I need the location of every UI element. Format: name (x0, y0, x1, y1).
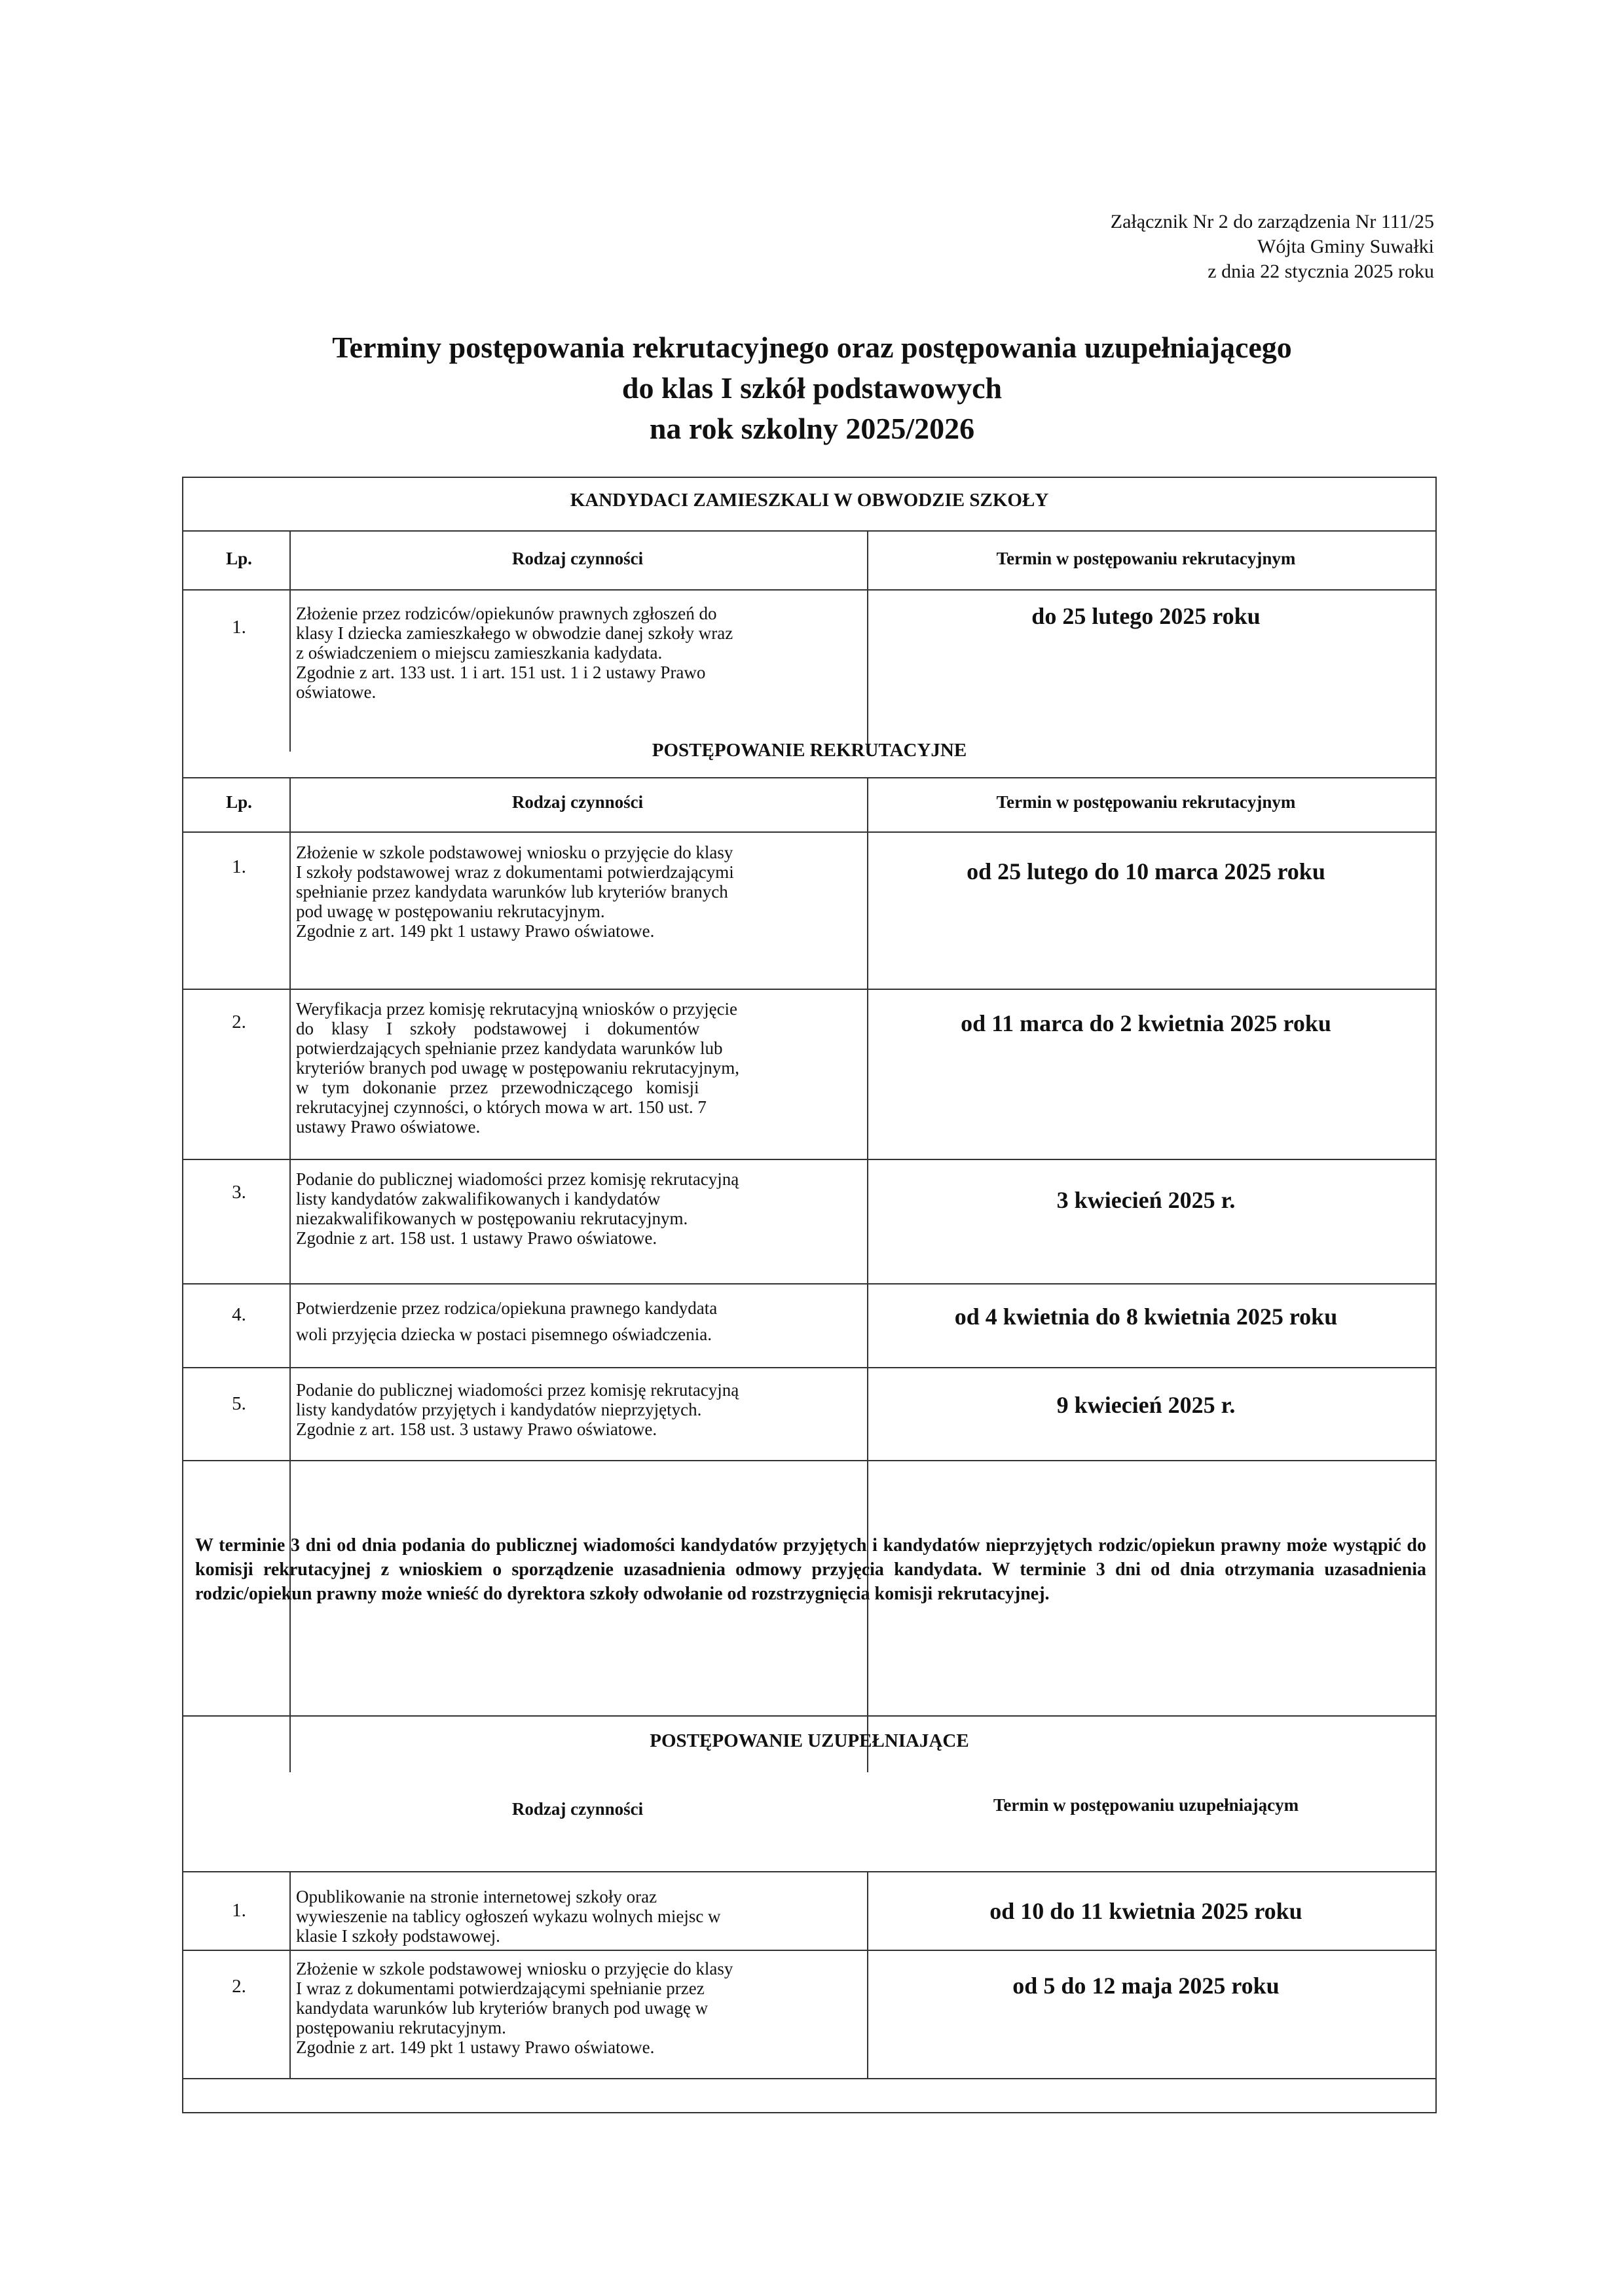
section2-col-action: Rodzaj czynności (511, 792, 644, 812)
description-line: potwierdzających spełnianie przez kandydata warunków lub (296, 1038, 723, 1058)
section1-col-term: Termin w postępowaniu rekrutacyjnym (996, 549, 1296, 568)
description-line: do klasy I szkoły podstawowej i dokumentów (296, 1019, 700, 1038)
divider (289, 530, 291, 752)
description-line: oświatowe. (296, 682, 377, 702)
description-line: z oświadczeniem o miejscu zamieszkania kadydata. (296, 643, 663, 663)
divider (183, 2078, 1435, 2079)
title-line-2: do klas I szkół podstawowych (621, 371, 1003, 405)
row-description (296, 999, 859, 1137)
divider (183, 1283, 1435, 1285)
description-line: listy kandydatów zakwalifikowanych i kandydatów (296, 1189, 661, 1209)
description-line: Potwierdzenie przez rodzica/opiekuna prawnego kandydata (296, 1298, 718, 1318)
divider (183, 1159, 1435, 1160)
description-line: Zgodnie z art. 133 ust. 1 i art. 151 ust. 1 i 2 ustawy Prawo (296, 663, 706, 682)
attachment-line-3: z dnia 22 stycznia 2025 roku (1208, 261, 1434, 282)
description-line: Weryfikacja przez komisję rekrutacyjną wniosków o przyjęcie (296, 999, 738, 1019)
description-line: kandydata warunków lub kryteriów branych pod uwagę w (296, 1998, 709, 2018)
description-line: Zgodnie z art. 149 pkt 1 ustawy Prawo oświatowe. (296, 2037, 655, 2057)
row-number: 3. (232, 1182, 246, 1203)
divider (183, 1715, 1435, 1717)
description-line: klasie I szkoły podstawowej. (296, 1926, 500, 1946)
row-term: od 5 do 12 maja 2025 roku (1012, 1973, 1280, 1999)
description-line: I szkoły podstawowej wraz z dokumentami potwierdzającymi (296, 862, 734, 882)
attachment-line-1: Załącznik Nr 2 do zarządzenia Nr 111/25 (1110, 211, 1434, 232)
divider (867, 777, 868, 1772)
description-line: Złożenie przez rodziców/opiekunów prawnych zgłoszeń do (296, 604, 717, 623)
description-line: Zgodnie z art. 158 ust. 3 ustawy Prawo oświatowe. (296, 1419, 657, 1439)
description-line: klasy I dziecka zamieszkałego w obwodzie danej szkoły wraz (296, 623, 733, 643)
divider (867, 530, 868, 752)
document-title (196, 327, 1428, 449)
appeal-note: W terminie 3 dni od dnia podania do publicznej wiadomości kandydatów przyjętych i kandydatów nieprzyjętych rodzic/opiekun prawny może wystąpić do komisji rekrutacyjnej z wnioskiem o sporządzenie uzasadnienia odmowy przyjęcia kandydata. W terminie 3 dni od dnia otrzymania uzasadnienia rodzic/opiekun prawny może wnieść do dyrektora szkoły odwołanie od rozstrzygnięcia komisji rekrutacyjnej. (195, 1535, 1426, 1604)
description-line: listy kandydatów przyjętych i kandydatów nieprzyjętych. (296, 1400, 702, 1419)
row-description (296, 843, 859, 941)
row-term: 3 kwiecień 2025 r. (1056, 1187, 1236, 1213)
row-term: od 4 kwietnia do 8 kwietnia 2025 roku (954, 1303, 1338, 1330)
description-line: postępowaniu rekrutacyjnym. (296, 2018, 506, 2037)
divider (183, 530, 1435, 532)
divider (183, 831, 1435, 833)
schedule-table (182, 477, 1437, 2113)
section3-col-action: Rodzaj czynności (511, 1799, 644, 1819)
row-description (296, 1380, 859, 1439)
divider (183, 1950, 1435, 1951)
section3-col-term: Termin w postępowaniu uzupełniającym (993, 1795, 1299, 1815)
description-line: ustawy Prawo oświatowe. (296, 1117, 481, 1137)
divider (183, 1871, 1435, 1872)
attachment-line-2: Wójta Gminy Suwałki (1257, 236, 1434, 257)
row-description (296, 1295, 859, 1347)
row-number: 1. (232, 856, 246, 877)
row-description (296, 1169, 859, 1248)
row-description (296, 1887, 859, 1946)
section2-col-lp: Lp. (226, 792, 252, 812)
description-line: spełnianie przez kandydata warunków lub kryteriów branych (296, 882, 728, 902)
description-line: Złożenie w szkole podstawowej wniosku o przyjęcie do klasy (296, 1959, 733, 1978)
row-term: do 25 lutego 2025 roku (1031, 603, 1261, 629)
description-line: Zgodnie z art. 158 ust. 1 ustawy Prawo oświatowe. (296, 1228, 657, 1248)
row-number: 2. (232, 1976, 246, 1997)
description-line: Złożenie w szkole podstawowej wniosku o przyjęcie do klasy (296, 843, 733, 862)
description-line: wywieszenie na tablicy ogłoszeń wykazu wolnych miejsc w (296, 1906, 721, 1926)
row-term: od 11 marca do 2 kwietnia 2025 roku (961, 1010, 1331, 1036)
divider (183, 989, 1435, 990)
row-description (296, 604, 859, 702)
divider (289, 1871, 291, 2078)
description-line: woli przyjęcia dziecka w postaci pisemnego oświadczenia. (296, 1324, 712, 1344)
description-line: kryteriów branych pod uwagę w postępowaniu rekrutacyjnym, (296, 1058, 740, 1078)
row-number: 5. (232, 1393, 246, 1414)
row-term: od 10 do 11 kwietnia 2025 roku (989, 1898, 1302, 1924)
title-line-3: na rok szkolny 2025/2026 (649, 412, 975, 445)
divider (183, 589, 1435, 591)
row-term: od 25 lutego do 10 marca 2025 roku (967, 858, 1325, 884)
description-line: rekrutacyjnej czynności, o których mowa w art. 150 ust. 7 (296, 1097, 707, 1117)
title-line-1: Terminy postępowania rekrutacyjnego oraz postępowania uzupełniającego (332, 331, 1292, 364)
section1-col-lp: Lp. (226, 549, 252, 568)
row-number: 2. (232, 1011, 246, 1032)
description-line: Podanie do publicznej wiadomości przez komisję rekrutacyjną (296, 1169, 739, 1189)
description-line: niezakwalifikowanych w postępowaniu rekrutacyjnym. (296, 1209, 688, 1228)
section2-caption: POSTĘPOWANIE REKRUTACYJNE (652, 740, 967, 761)
divider (289, 777, 291, 1772)
divider (183, 1460, 1435, 1461)
row-number: 1. (232, 617, 246, 638)
description-line: Opublikowanie na stronie internetowej szkoły oraz (296, 1887, 657, 1906)
row-number: 1. (232, 1900, 246, 1921)
description-line: w tym dokonanie przez przewodniczącego komisji (296, 1078, 699, 1097)
section2-col-term: Termin w postępowaniu rekrutacyjnym (996, 792, 1296, 812)
divider (867, 1871, 868, 2078)
divider (183, 777, 1435, 778)
attachment-note (1061, 210, 1434, 284)
description-line: Podanie do publicznej wiadomości przez komisję rekrutacyjną (296, 1380, 739, 1400)
row-term: 9 kwiecień 2025 r. (1056, 1392, 1236, 1418)
row-description (296, 1959, 859, 2057)
description-line: pod uwagę w postępowaniu rekrutacyjnym. (296, 902, 605, 921)
description-line: Zgodnie z art. 149 pkt 1 ustawy Prawo oświatowe. (296, 921, 655, 941)
section1-col-action: Rodzaj czynności (511, 549, 644, 568)
section3-caption: POSTĘPOWANIE UZUPEŁNIAJĄCE (650, 1730, 969, 1751)
description-line: I wraz z dokumentami potwierdzającymi spełnianie przez (296, 1978, 705, 1998)
section1-caption: KANDYDACI ZAMIESZKALI W OBWODZIE SZKOŁY (570, 490, 1049, 511)
row-number: 4. (232, 1304, 246, 1325)
divider (183, 1367, 1435, 1368)
